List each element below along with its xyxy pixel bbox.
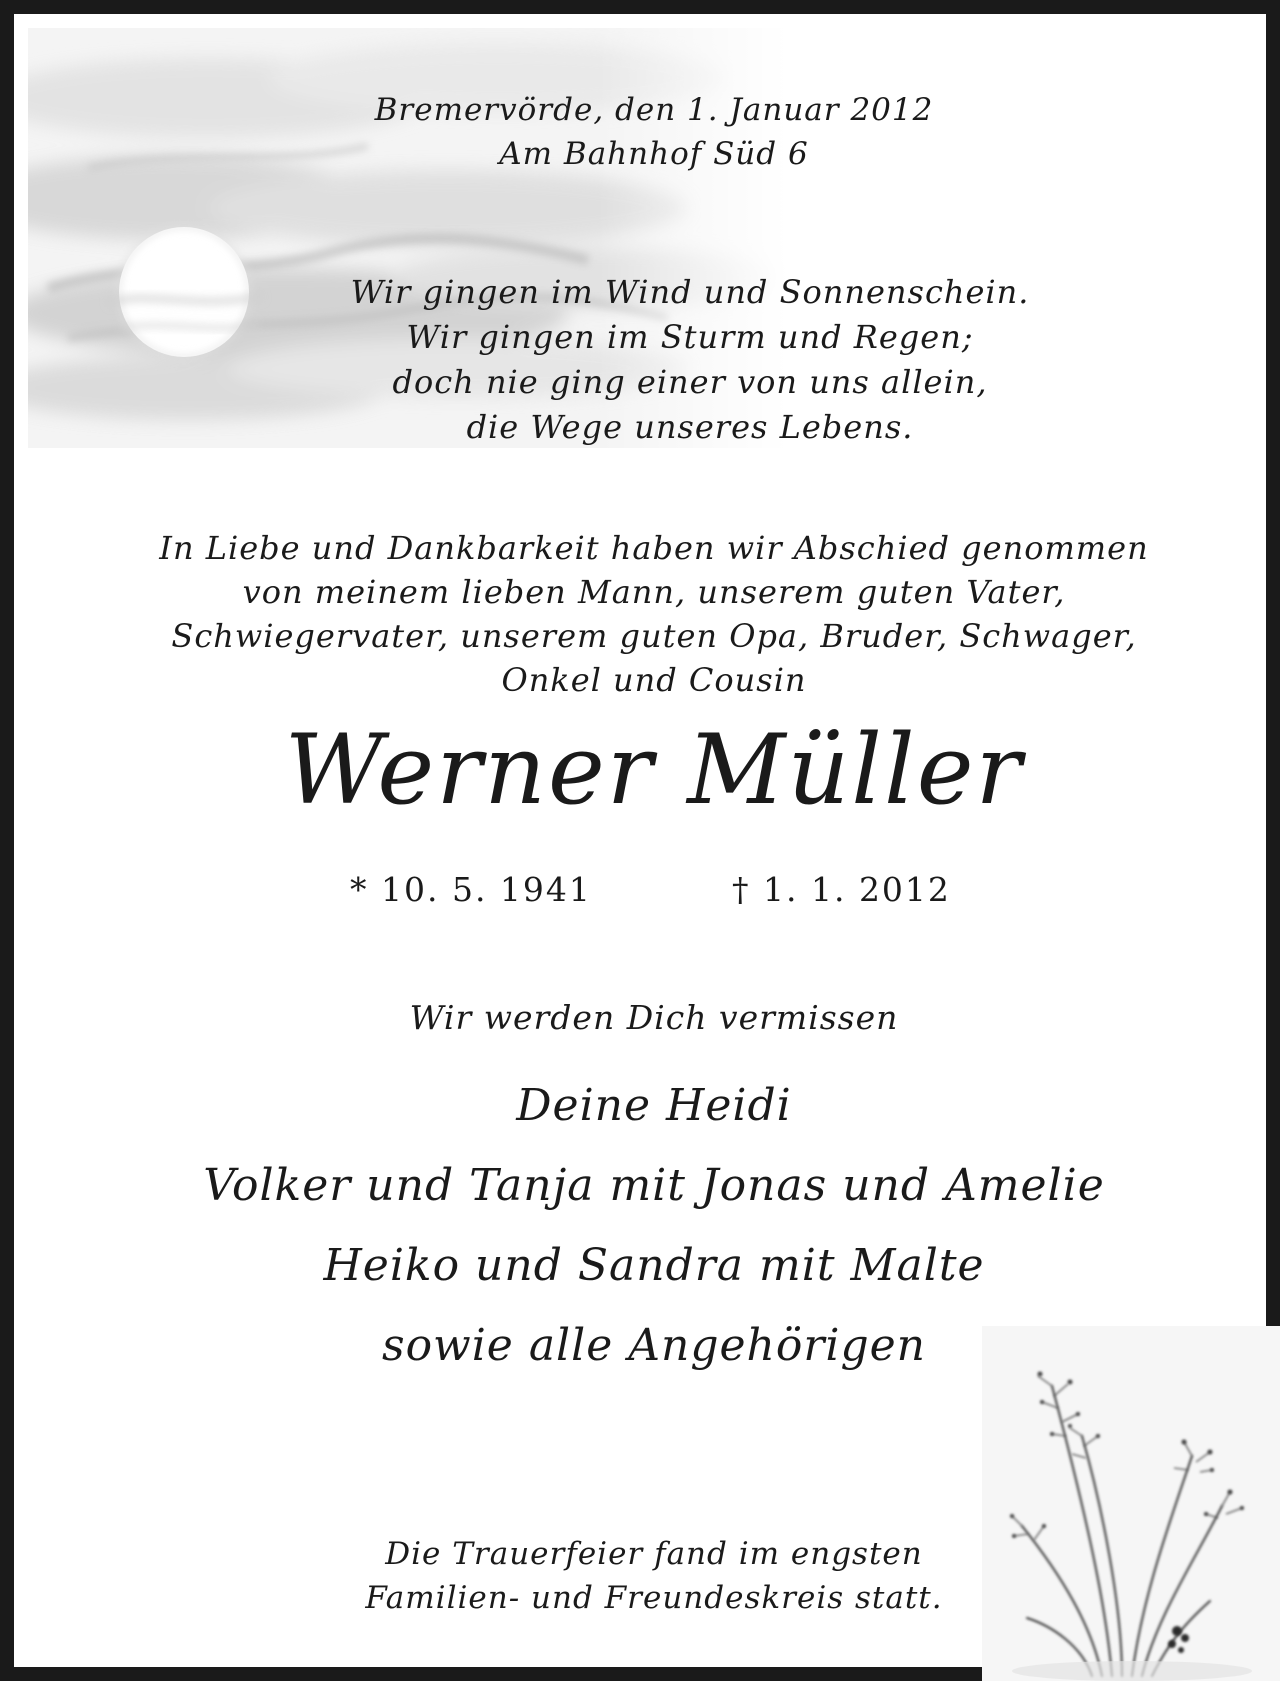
birth-date: * 10. 5. 1941: [350, 870, 592, 909]
funeral-note-line: Die Trauerfeier fand im engsten: [385, 1536, 923, 1572]
poem-line: doch nie ging einer von uns allein,: [392, 363, 988, 401]
poem: [50, 270, 1280, 450]
poem-line: die Wege unseres Lebens.: [466, 408, 914, 446]
address: Am Bahnhof Süd 6: [499, 136, 809, 172]
signature-line: Heiko und Sandra mit Malte: [323, 1240, 985, 1291]
closing-line: Wir werden Dich vermissen: [409, 998, 899, 1037]
place-date: Bremervörde, den 1. Januar 2012: [374, 92, 934, 128]
intro-text: [14, 526, 1280, 702]
intro-line: In Liebe und Dankbarkeit haben wir Abschied genommen: [159, 529, 1149, 567]
signature-line: sowie alle Angehörigen: [381, 1320, 927, 1371]
signature-line: Volker und Tanja mit Jonas und Amelie: [203, 1160, 1105, 1211]
grass-illustration: [982, 1326, 1280, 1681]
funeral-note-line: Familien- und Freundeskreis statt.: [365, 1580, 943, 1616]
poem-line: Wir gingen im Sturm und Regen;: [406, 318, 974, 356]
poem-line: Wir gingen im Wind und Sonnenschein.: [350, 273, 1030, 311]
death-date: † 1. 1. 2012: [732, 870, 951, 909]
intro-line: von meinem lieben Mann, unserem guten Vater,: [242, 573, 1066, 611]
intro-line: Onkel und Cousin: [501, 661, 807, 699]
signature-line: Deine Heidi: [516, 1080, 792, 1131]
funeral-note: [314, 1532, 994, 1620]
deceased-name: Werner Müller: [284, 714, 1024, 826]
intro-line: Schwiegervater, unserem guten Opa, Bruder, Schwager,: [171, 617, 1137, 655]
